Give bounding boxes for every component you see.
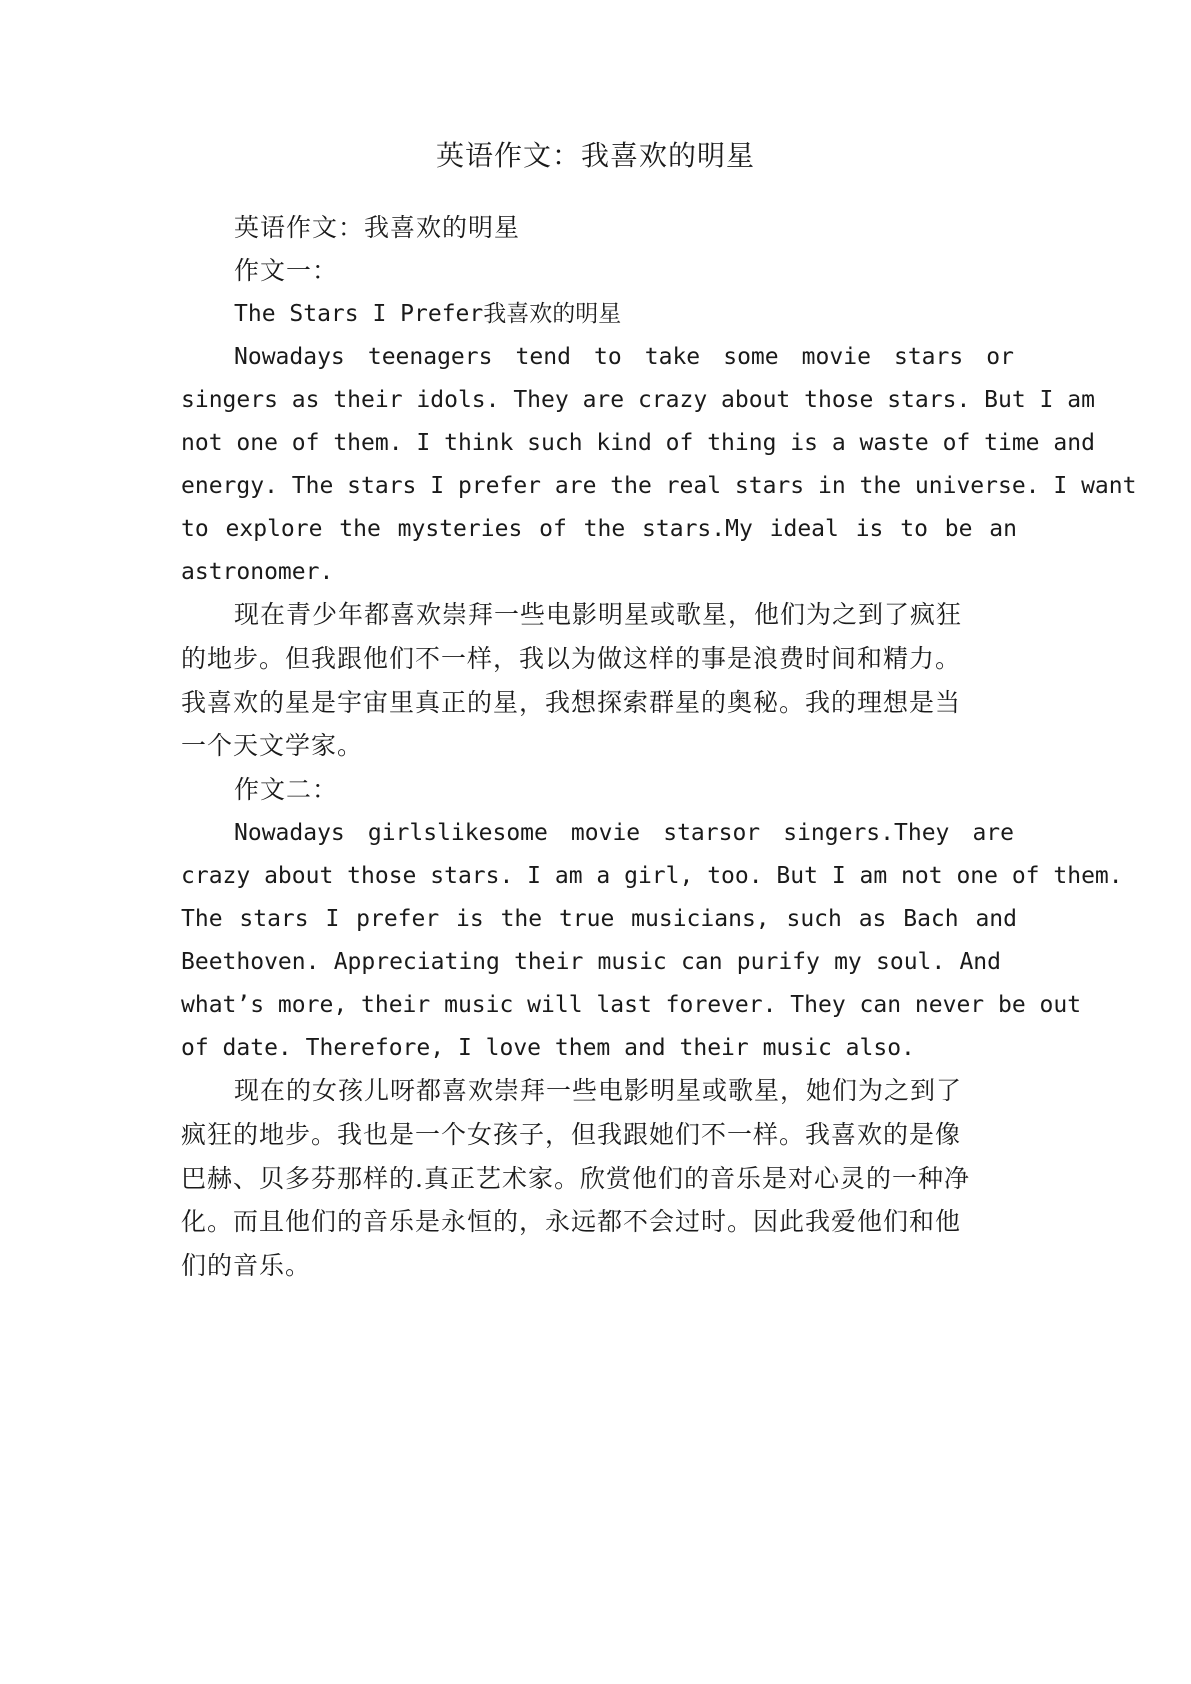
essay2-chinese-line: 疯狂的地步。我也是一个女孩子，但我跟她们不一样。我喜欢的是像 xyxy=(181,1120,962,1149)
essay1-english-title: The Stars I Prefer我喜欢的明星 xyxy=(234,301,622,327)
document-subtitle: 英语作文：我喜欢的明星 xyxy=(234,213,521,242)
essay2-english-line: crazy about those stars. I am a girl, too. But I am not one of them. xyxy=(181,863,1123,889)
essay1-chinese-line: 的地步。但我跟他们不一样，我以为做这样的事是浪费时间和精力。 xyxy=(181,644,962,673)
essay2-english-line: Nowadays girlslikesome movie starsor singers.They are xyxy=(234,820,1014,846)
essay2-chinese-line: 巴赫、贝多芬那样的.真正艺术家。欣赏他们的音乐是对心灵的一种净 xyxy=(181,1164,970,1193)
essay1-english-line: to explore the mysteries of the stars.My ideal is to be an xyxy=(181,516,1017,542)
essay2-english-line: The stars I prefer is the true musicians, such as Bach and xyxy=(181,906,1017,932)
essay2-english-line: what’s more, their music will last forever. They can never be out xyxy=(181,992,1082,1018)
essay1-chinese-line: 一个天文学家。 xyxy=(181,731,364,760)
essay2-english-line: of date. Therefore, I love them and their music also. xyxy=(181,1035,915,1061)
essay2-chinese-line: 化。而且他们的音乐是永恒的，永远都不会过时。因此我爱他们和他 xyxy=(181,1207,962,1236)
essay1-english-line: not one of them. I think such kind of thing is a waste of time and xyxy=(181,430,1095,456)
essay2-english-line: Beethoven. Appreciating their music can purify my soul. And xyxy=(181,949,1001,975)
essay1-heading: 作文一： xyxy=(234,256,339,285)
essay1-english-line: energy. The stars I prefer are the real stars in the universe. I want xyxy=(181,473,1137,499)
essay2-chinese-line: 现在的女孩儿呀都喜欢崇拜一些电影明星或歌星，她们为之到了 xyxy=(234,1076,963,1105)
essay1-english-line: Nowadays teenagers tend to take some movie stars or xyxy=(234,344,1014,370)
essay1-chinese-line: 我喜欢的星是宇宙里真正的星，我想探索群星的奥秘。我的理想是当 xyxy=(181,688,962,717)
essay2-heading: 作文二： xyxy=(234,775,339,804)
essay1-english-line: singers as their idols. They are crazy about those stars. But I am xyxy=(181,387,1095,413)
essay1-english-line: astronomer. xyxy=(181,559,334,585)
document-title: 英语作文：我喜欢的明星 xyxy=(435,139,755,172)
essay2-chinese-line: 们的音乐。 xyxy=(181,1251,312,1280)
essay1-chinese-line: 现在青少年都喜欢崇拜一些电影明星或歌星，他们为之到了疯狂 xyxy=(234,600,963,629)
